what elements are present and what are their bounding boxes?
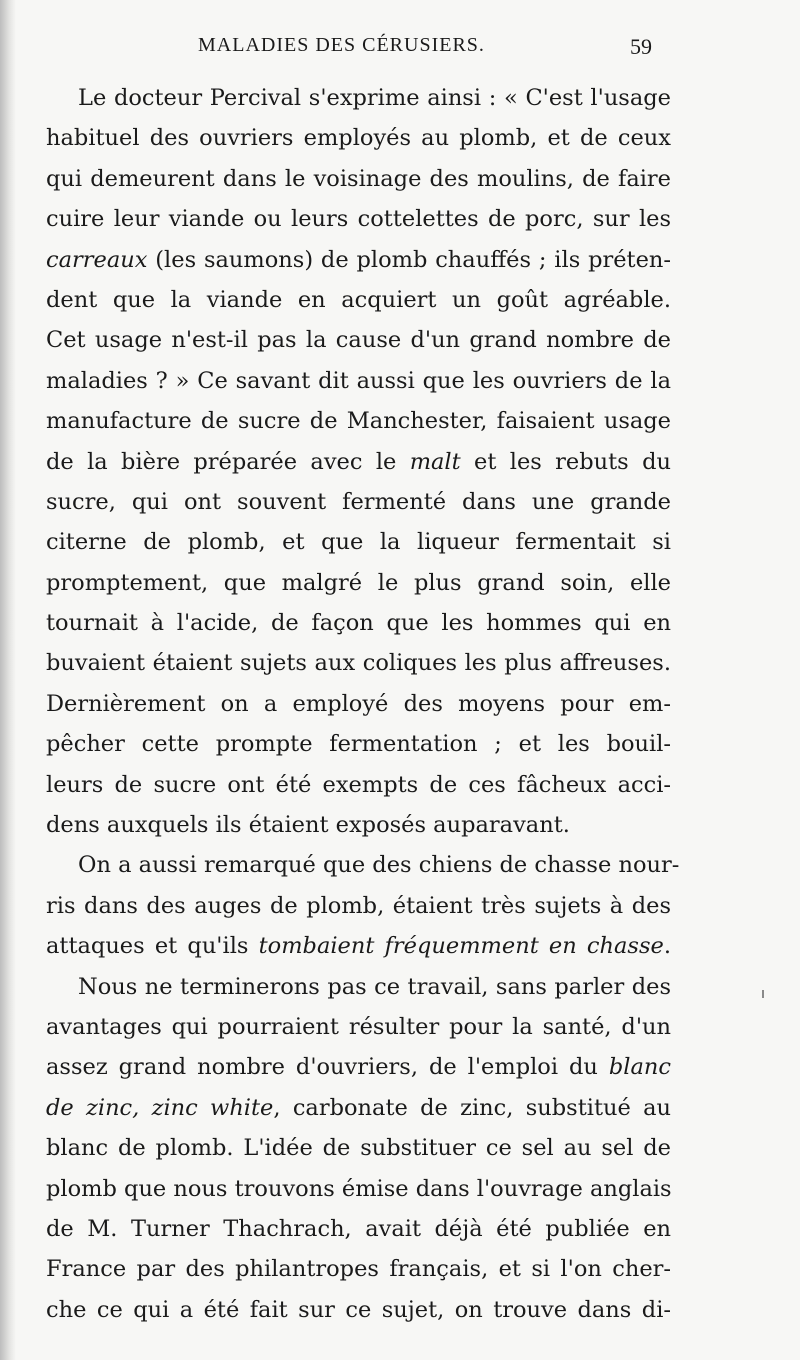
body-text xyxy=(46,78,680,1330)
text-line: manufacture de sucre de Manchester, faisaient usage xyxy=(46,408,671,435)
text-line: blanc de plomb. L'idée de substituer ce sel au sel de xyxy=(46,1135,671,1162)
italic-term: carreaux xyxy=(46,246,148,273)
page-header xyxy=(0,34,800,64)
text-line: pêcher cette prompte fermentation ; et les bouil- xyxy=(46,731,671,758)
text-line: carreaux (les saumons) de plomb chauffés ; ils préten- xyxy=(46,246,671,273)
text-line: Cet usage n'est-il pas la cause d'un grand nombre de xyxy=(46,327,671,354)
text-line: dens auxquels ils étaient exposés auparavant. xyxy=(46,812,570,839)
text-line: promptement, que malgré le plus grand soin, elle xyxy=(46,569,671,596)
text-line: dent que la viande en acquiert un goût agréable. xyxy=(46,286,671,313)
text-line: plomb que nous trouvons émise dans l'ouvrage anglais xyxy=(46,1175,672,1202)
running-title: MALADIES DES CÉRUSIERS. xyxy=(198,34,485,56)
text-line: On a aussi remarqué que des chiens de chasse nour- xyxy=(78,852,680,879)
text-line: leurs de sucre ont été exempts de ces fâcheux acci- xyxy=(46,771,671,798)
text-line: attaques et qu'ils tombaient fréquemment en chasse. xyxy=(46,933,671,960)
text-line: citerne de plomb, et que la liqueur fermentait si xyxy=(46,529,671,556)
text-line: tournait à l'acide, de façon que les hommes qui en xyxy=(46,610,671,637)
paper-speck xyxy=(762,990,764,998)
text-line: avantages qui pourraient résulter pour la santé, d'un xyxy=(46,1013,671,1040)
text-line: che ce qui a été fait sur ce sujet, on trouve dans di- xyxy=(46,1296,671,1323)
page-number: 59 xyxy=(630,34,652,59)
text-line: Le docteur Percival s'exprime ainsi : « C'est l'usage xyxy=(78,85,671,111)
text-line: cuire leur viande ou leurs cottelettes de porc, sur les xyxy=(46,206,671,233)
text-line: de M. Turner Thachrach, avait déjà été publiée en xyxy=(46,1215,671,1242)
text-line: Dernièrement on a employé des moyens pour em- xyxy=(46,690,671,717)
text-line: qui demeurent dans le voisinage des moulins, de faire xyxy=(46,165,671,192)
italic-term: malt xyxy=(409,448,461,475)
text-line: sucre, qui ont souvent fermenté dans une grande xyxy=(46,488,671,515)
text-line: habituel des ouvriers employés au plomb, et de ceux xyxy=(46,125,671,152)
text-line: France par des philantropes français, et si l'on cher- xyxy=(46,1256,671,1283)
text-line: ris dans des auges de plomb, étaient très sujets à des xyxy=(46,892,671,919)
text-line: de zinc, zinc white, carbonate de zinc, substitué au xyxy=(46,1094,672,1121)
italic-term: tombaient fréquemment en chasse xyxy=(258,933,664,960)
italic-term: blanc xyxy=(608,1054,671,1081)
text-line: assez grand nombre d'ouvriers, de l'emploi du blanc xyxy=(46,1054,671,1081)
text-line: de la bière préparée avec le malt et les rebuts du xyxy=(46,448,671,475)
italic-term: de zinc, zinc white xyxy=(46,1094,274,1121)
page-gutter-shadow xyxy=(0,0,16,1360)
text-line: buvaient étaient sujets aux coliques les plus affreuses. xyxy=(46,650,671,677)
text-line: Nous ne terminerons pas ce travail, sans parler des xyxy=(78,973,671,1000)
text-line: maladies ? » Ce savant dit aussi que les ouvriers de la xyxy=(46,367,671,394)
